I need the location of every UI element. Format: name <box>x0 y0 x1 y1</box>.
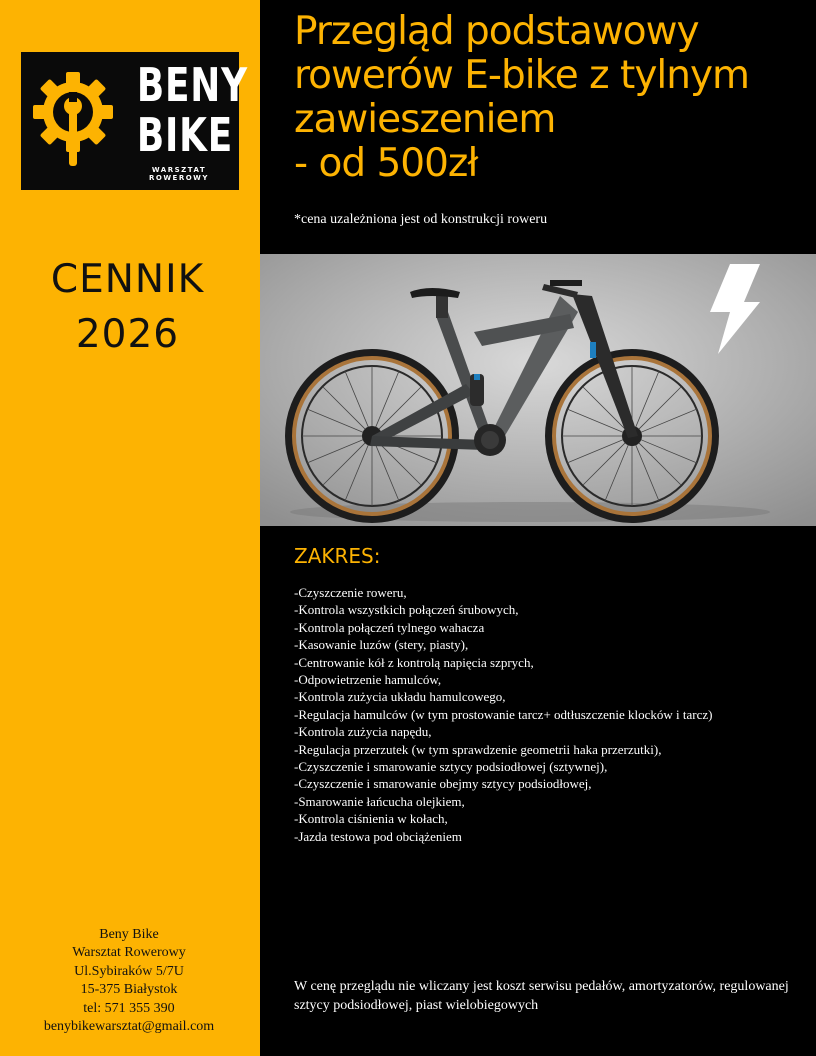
contact-city: 15-375 Białystok <box>80 982 178 998</box>
scope-list <box>294 584 774 845</box>
scope-item: -Czyszczenie i smarowanie obejmy sztycy podsiodłowej, <box>294 776 592 792</box>
page-title <box>294 10 804 186</box>
scope-item: -Centrowanie kół z kontrolą napięcia szprych, <box>294 654 534 670</box>
logo-line-1: BENY <box>136 58 248 112</box>
ebike-photo <box>260 254 816 526</box>
contact-block <box>0 926 258 1036</box>
scope-item: -Odpowietrzenie hamulców, <box>294 672 442 688</box>
cennik-year: 2026 <box>75 312 180 357</box>
cennik-label: CENNIK <box>50 257 205 302</box>
contact-email[interactable]: benybikewarsztat@gmail.com <box>43 1019 215 1035</box>
title-line-4: - od 500zł <box>294 141 478 186</box>
scope-item: -Kontrola wszystkich połączeń śrubowych, <box>294 602 519 618</box>
logo-wordmark <box>125 58 248 182</box>
zakres-heading: ZAKRES: <box>294 544 381 568</box>
logo-line-2: BIKE <box>136 108 234 162</box>
beny-bike-logo <box>21 52 248 190</box>
footnote: W cenę przeglądu nie wliczany jest koszt serwisu pedałów, amortyzatorów, regulowanej sztycy podsiodłowej, piast wielobiegowych <box>294 979 789 1013</box>
scope-item: -Jazda testowa pod obciążeniem <box>294 828 462 844</box>
title-line-1: Przegląd podstawowy <box>294 9 699 54</box>
scope-item: -Kasowanie luzów (stery, piasty), <box>294 637 469 653</box>
contact-subtitle: Warsztat Rowerowy <box>72 945 186 961</box>
scope-item: -Czyszczenie roweru, <box>294 585 407 600</box>
logo-tagline: WARSZTAT ROWEROWY <box>149 166 209 182</box>
scope-item: -Czyszczenie i smarowanie sztycy podsiodłowej (sztywnej), <box>294 759 608 775</box>
contact-name: Beny Bike <box>99 927 159 942</box>
title-line-2: rowerów E-bike z tylnym <box>294 53 750 98</box>
gear-wrench-icon <box>33 66 121 174</box>
scope-item: -Kontrola ciśnienia w kołach, <box>294 811 448 827</box>
contact-phone[interactable]: tel: 571 355 390 <box>83 1000 175 1016</box>
scope-item: -Regulacja hamulców (w tym prostowanie tarcz+ odtłuszczenie klocków i tarcz) <box>294 706 713 722</box>
scope-item: -Smarowanie łańcucha olejkiem, <box>294 793 465 809</box>
scope-item: -Kontrola zużycia układu hamulcowego, <box>294 689 506 705</box>
price-note: *cena uzależniona jest od konstrukcji roweru <box>294 212 548 227</box>
main-panel <box>260 0 816 1056</box>
scope-item: -Regulacja przerzutek (w tym sprawdzenie geometrii haka przerzutki), <box>294 741 662 757</box>
scope-item: -Kontrola zużycia napędu, <box>294 724 432 740</box>
cennik-heading <box>0 252 255 362</box>
title-line-3: zawieszeniem <box>294 97 556 142</box>
contact-street: Ul.Sybiraków 5/7U <box>74 963 184 979</box>
scope-item: -Kontrola połączeń tylnego wahacza <box>294 619 485 635</box>
sidebar <box>0 0 260 1056</box>
